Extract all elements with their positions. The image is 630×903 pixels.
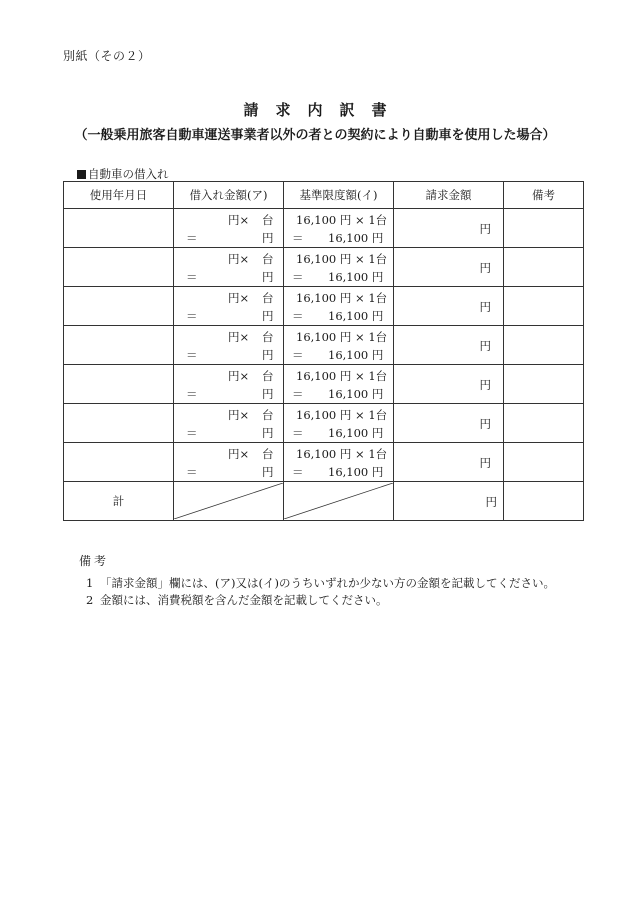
loan-yen-unit: 円 [262, 426, 274, 440]
remarks-cell[interactable] [504, 443, 584, 482]
loan-equals: ＝ [186, 426, 198, 440]
remarks-cell[interactable] [504, 248, 584, 287]
loan-yen-unit: 円 [262, 348, 274, 362]
loan-yen-unit: 円 [262, 309, 274, 323]
total-remarks-cell[interactable] [504, 482, 584, 521]
standard-equals: ＝ [292, 465, 304, 479]
loan-equals: ＝ [186, 348, 198, 362]
standard-equals: ＝ [292, 231, 304, 245]
header-claim-amount: 請求金額 [394, 182, 504, 209]
loan-yen-times: 円× [228, 330, 250, 344]
claim-amount-cell[interactable] [394, 287, 504, 326]
usage-date-cell[interactable] [64, 209, 174, 248]
remarks-cell[interactable] [504, 209, 584, 248]
standard-rate: 16,100 円 × 1台 [296, 369, 388, 383]
usage-date-cell[interactable] [64, 404, 174, 443]
total-row [64, 482, 584, 521]
table-row [64, 365, 584, 404]
black-square-icon [77, 170, 86, 179]
loan-equals: ＝ [186, 387, 198, 401]
usage-date-cell[interactable] [64, 287, 174, 326]
total-loan-diagonal [174, 482, 284, 521]
loan-yen-times: 円× [228, 369, 250, 383]
claim-yen-unit: 円 [479, 417, 491, 431]
standard-value: 16,100 円 [328, 426, 384, 440]
remarks-cell[interactable] [504, 287, 584, 326]
standard-rate: 16,100 円 × 1台 [296, 213, 388, 227]
usage-date-cell[interactable] [64, 326, 174, 365]
claim-yen-unit: 円 [479, 222, 491, 236]
standard-equals: ＝ [292, 309, 304, 323]
standard-value: 16,100 円 [328, 348, 384, 362]
standard-value: 16,100 円 [328, 465, 384, 479]
header-loan-amount: 借入れ金額(ア) [174, 182, 284, 209]
standard-limit-cell [284, 326, 394, 365]
note-item [86, 575, 555, 591]
loan-amount-cell[interactable] [174, 209, 284, 248]
loan-yen-unit: 円 [262, 465, 274, 479]
standard-value: 16,100 円 [328, 270, 384, 284]
usage-date-cell[interactable] [64, 248, 174, 287]
claim-amount-cell[interactable] [394, 209, 504, 248]
loan-unit-count: 台 [262, 252, 274, 266]
remarks-cell[interactable] [504, 404, 584, 443]
standard-limit-cell [284, 365, 394, 404]
loan-amount-cell[interactable] [174, 404, 284, 443]
header-usage-date: 使用年月日 [64, 182, 174, 209]
standard-equals: ＝ [292, 270, 304, 284]
page-subtitle: （一般乗用旅客自動車運送事業者以外の者との契約により自動車を使用した場合） [74, 128, 556, 143]
standard-equals: ＝ [292, 426, 304, 440]
loan-equals: ＝ [186, 270, 198, 284]
standard-value: 16,100 円 [328, 387, 384, 401]
note-item [86, 592, 388, 608]
table-row [64, 248, 584, 287]
standard-rate: 16,100 円 × 1台 [296, 447, 388, 461]
usage-date-cell[interactable] [64, 443, 174, 482]
total-claim-cell[interactable] [394, 482, 504, 521]
page-title: 請求内訳書 [243, 101, 404, 119]
table-header-row [64, 182, 584, 209]
loan-amount-cell[interactable] [174, 365, 284, 404]
table-row [64, 443, 584, 482]
table-row [64, 326, 584, 365]
note-text: 「請求金額」欄には、(ア)又は(イ)のうちいずれか少ない方の金額を記載してください。 [100, 576, 555, 590]
loan-yen-times: 円× [228, 252, 250, 266]
claim-amount-cell[interactable] [394, 365, 504, 404]
loan-amount-cell[interactable] [174, 287, 284, 326]
total-standard-diagonal [284, 482, 394, 521]
standard-limit-cell [284, 248, 394, 287]
diagonal-line [174, 483, 283, 519]
appendix-label: 別紙（その２） [63, 49, 151, 63]
claim-yen-unit: 円 [479, 456, 491, 470]
standard-value: 16,100 円 [328, 309, 384, 323]
standard-value: 16,100 円 [328, 231, 384, 245]
standard-rate: 16,100 円 × 1台 [296, 252, 388, 266]
standard-rate: 16,100 円 × 1台 [296, 291, 388, 305]
loan-equals: ＝ [186, 309, 198, 323]
table-row [64, 287, 584, 326]
note-number: 1 [86, 576, 94, 590]
standard-rate: 16,100 円 × 1台 [296, 408, 388, 422]
standard-limit-cell [284, 443, 394, 482]
loan-equals: ＝ [186, 231, 198, 245]
loan-unit-count: 台 [262, 408, 274, 422]
loan-unit-count: 台 [262, 213, 274, 227]
claim-amount-cell[interactable] [394, 326, 504, 365]
section-label: 自動車の借入れ [88, 167, 169, 181]
claim-yen-unit: 円 [479, 339, 491, 353]
notes-heading: 備考 [79, 554, 110, 568]
loan-yen-times: 円× [228, 213, 250, 227]
total-label: 計 [64, 482, 174, 521]
loan-unit-count: 台 [262, 447, 274, 461]
section-heading [77, 166, 169, 182]
remarks-cell[interactable] [504, 326, 584, 365]
standard-equals: ＝ [292, 387, 304, 401]
claim-amount-cell[interactable] [394, 248, 504, 287]
loan-yen-unit: 円 [262, 270, 274, 284]
loan-amount-cell[interactable] [174, 248, 284, 287]
loan-amount-cell[interactable] [174, 326, 284, 365]
claim-amount-cell[interactable] [394, 443, 504, 482]
loan-unit-count: 台 [262, 291, 274, 305]
header-standard-limit: 基準限度額(イ) [284, 182, 394, 209]
standard-limit-cell [284, 209, 394, 248]
loan-yen-unit: 円 [262, 387, 274, 401]
loan-yen-times: 円× [228, 408, 250, 422]
loan-amount-cell[interactable] [174, 443, 284, 482]
table-row [64, 209, 584, 248]
loan-yen-unit: 円 [262, 231, 274, 245]
loan-yen-times: 円× [228, 291, 250, 305]
standard-limit-cell [284, 287, 394, 326]
claim-amount-cell[interactable] [394, 404, 504, 443]
remarks-cell[interactable] [504, 365, 584, 404]
claim-breakdown-table [63, 181, 584, 521]
loan-yen-times: 円× [228, 447, 250, 461]
standard-equals: ＝ [292, 348, 304, 362]
claim-yen-unit: 円 [479, 300, 491, 314]
standard-limit-cell [284, 404, 394, 443]
note-text: 金額には、消費税額を含んだ金額を記載してください。 [100, 593, 388, 607]
table-row [64, 404, 584, 443]
note-number: 2 [86, 593, 94, 607]
loan-unit-count: 台 [262, 330, 274, 344]
loan-unit-count: 台 [262, 369, 274, 383]
header-remarks: 備考 [504, 182, 584, 209]
claim-yen-unit: 円 [479, 261, 491, 275]
loan-equals: ＝ [186, 465, 198, 479]
usage-date-cell[interactable] [64, 365, 174, 404]
total-yen-unit: 円 [485, 495, 497, 509]
claim-yen-unit: 円 [479, 378, 491, 392]
standard-rate: 16,100 円 × 1台 [296, 330, 388, 344]
diagonal-line [284, 483, 393, 519]
